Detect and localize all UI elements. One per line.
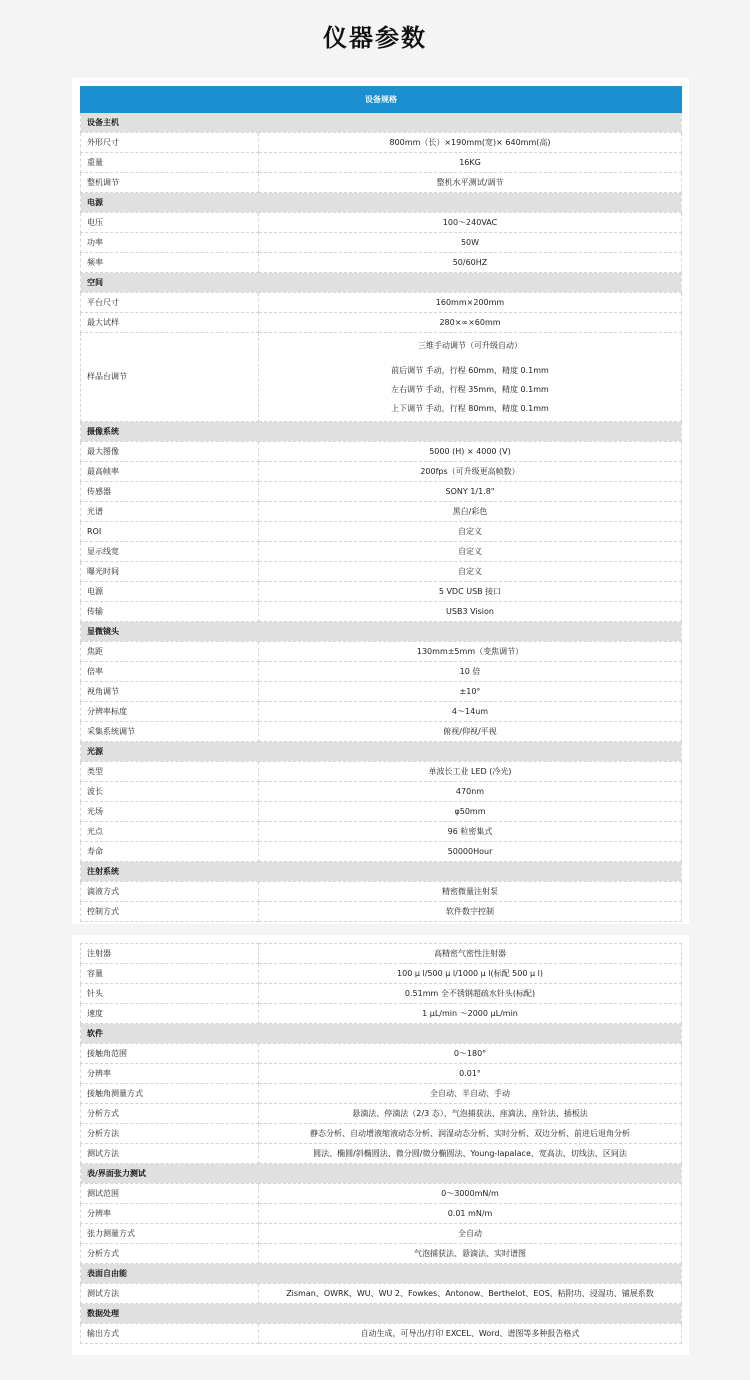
spec-label: 曝光时间 bbox=[81, 562, 259, 582]
table-row bbox=[81, 213, 682, 233]
section-title: 光源 bbox=[81, 742, 682, 762]
section-title: 软件 bbox=[81, 1024, 682, 1044]
spec-value: 圆法、椭圆/斜椭圆法、微分圆/微分椭圆法、Young-lapalace、宽高法、切线法、区间法 bbox=[259, 1144, 682, 1164]
spec-label: 接触角范围 bbox=[81, 1044, 259, 1064]
table-row bbox=[81, 1284, 682, 1304]
spec-value: φ50mm bbox=[259, 802, 682, 822]
spec-value: 100～240VAC bbox=[259, 213, 682, 233]
spec-value: 软件数字控制 bbox=[259, 902, 682, 922]
section-row bbox=[81, 273, 682, 293]
table-row bbox=[81, 1144, 682, 1164]
section-title: 空间 bbox=[81, 273, 682, 293]
spec-value-list bbox=[259, 333, 682, 422]
table-row bbox=[81, 984, 682, 1004]
spec-label: 最大试样 bbox=[81, 313, 259, 333]
spec-label: 分析方式 bbox=[81, 1244, 259, 1264]
spec-label: 重量 bbox=[81, 153, 259, 173]
table-row bbox=[81, 782, 682, 802]
table-row bbox=[81, 253, 682, 273]
table-row bbox=[81, 502, 682, 522]
section-row bbox=[81, 742, 682, 762]
spec-label: 样品台调节 bbox=[81, 333, 259, 422]
table-row bbox=[81, 462, 682, 482]
section-title: 显微镜头 bbox=[81, 622, 682, 642]
spec-value: 16KG bbox=[259, 153, 682, 173]
spec-label: 接触角测量方式 bbox=[81, 1084, 259, 1104]
section-title: 摄像系统 bbox=[81, 422, 682, 442]
section-row bbox=[81, 193, 682, 213]
table-row bbox=[81, 293, 682, 313]
spec-value: 800mm（长）×190mm(宽)× 640mm(高) bbox=[259, 133, 682, 153]
table-row bbox=[81, 1064, 682, 1084]
spec-label: 波长 bbox=[81, 782, 259, 802]
spec-value: 全自动、半自动、手动 bbox=[259, 1084, 682, 1104]
spec-card-1 bbox=[72, 78, 689, 924]
spec-label: 注射器 bbox=[81, 944, 259, 964]
spec-value: 黑白/彩色 bbox=[259, 502, 682, 522]
section-row bbox=[81, 862, 682, 882]
spec-label: 分辨率标度 bbox=[81, 702, 259, 722]
spec-value-line: 左右调节 手动，行程 35mm，精度 0.1mm bbox=[391, 385, 549, 394]
table-row bbox=[81, 542, 682, 562]
spec-value: 280×∞×60mm bbox=[259, 313, 682, 333]
section-title: 数据处理 bbox=[81, 1304, 682, 1324]
spec-label: 测试方法 bbox=[81, 1284, 259, 1304]
spec-value: Zisman、OWRK、WU、WU 2、Fowkes、Antonow、Berthelot、EOS、粘附功、浸湿功、铺展系数 bbox=[259, 1284, 682, 1304]
spec-label: 测试方法 bbox=[81, 1144, 259, 1164]
spec-label: 整机调节 bbox=[81, 173, 259, 193]
spec-value: 10 倍 bbox=[259, 662, 682, 682]
spec-value: 整机水平测试/调节 bbox=[259, 173, 682, 193]
spec-value: 静态分析、自动增液缩液动态分析、润湿动态分析、实时分析、双边分析、前进后退角分析 bbox=[259, 1124, 682, 1144]
spec-value: 0.01 mN/m bbox=[259, 1204, 682, 1224]
spec-value: 全自动 bbox=[259, 1224, 682, 1244]
spec-label: 采集系统调节 bbox=[81, 722, 259, 742]
spec-label: 功率 bbox=[81, 233, 259, 253]
spec-label: 倍率 bbox=[81, 662, 259, 682]
table-row bbox=[81, 762, 682, 782]
spec-label: 传输 bbox=[81, 602, 259, 622]
table-row bbox=[81, 313, 682, 333]
spec-value: 1 μL/min ～2000 μL/min bbox=[259, 1004, 682, 1024]
spec-label: 焦距 bbox=[81, 642, 259, 662]
spec-value: 0.01° bbox=[259, 1064, 682, 1084]
spec-label: 速度 bbox=[81, 1004, 259, 1024]
table-row bbox=[81, 562, 682, 582]
table-row bbox=[81, 944, 682, 964]
spec-label: 张力测量方式 bbox=[81, 1224, 259, 1244]
spec-label: 分辨率 bbox=[81, 1204, 259, 1224]
table-row bbox=[81, 662, 682, 682]
spec-value: 130mm±5mm（变焦调节） bbox=[259, 642, 682, 662]
spec-value: 96 粒密集式 bbox=[259, 822, 682, 842]
section-title: 电源 bbox=[81, 193, 682, 213]
spec-value: 0～3000mN/m bbox=[259, 1184, 682, 1204]
page-title: 仪器参数 bbox=[323, 24, 427, 52]
spec-value: 4～14um bbox=[259, 702, 682, 722]
spec-value-line: 上下调节 手动，行程 80mm，精度 0.1mm bbox=[391, 404, 549, 413]
table-row bbox=[81, 602, 682, 622]
table-row bbox=[81, 482, 682, 502]
spec-value: 100 μ l/500 μ l/1000 μ l(标配 500 μ l) bbox=[259, 964, 682, 984]
spec-label: 光谱 bbox=[81, 502, 259, 522]
table-row bbox=[81, 902, 682, 922]
table-row bbox=[81, 682, 682, 702]
spec-value: ±10° bbox=[259, 682, 682, 702]
spec-value: 50/60HZ bbox=[259, 253, 682, 273]
spec-value: 俯视/仰视/平视 bbox=[259, 722, 682, 742]
table-row bbox=[81, 1044, 682, 1064]
table-row bbox=[81, 1004, 682, 1024]
spec-value: 气泡捕获法、悬滴法、实时谱图 bbox=[259, 1244, 682, 1264]
table-row bbox=[81, 173, 682, 193]
spec-label: 视角调节 bbox=[81, 682, 259, 702]
spec-label: 分析方式 bbox=[81, 1104, 259, 1124]
table-row bbox=[81, 1124, 682, 1144]
table-row bbox=[81, 842, 682, 862]
table-row bbox=[81, 1324, 682, 1344]
section-row bbox=[81, 113, 682, 133]
table-row bbox=[81, 882, 682, 902]
spec-value: 悬滴法、停滴法（2/3 态）、气泡捕获法、座滴法、座针法、插板法 bbox=[259, 1104, 682, 1124]
spec-label: 控制方式 bbox=[81, 902, 259, 922]
spec-value: SONY 1/1.8" bbox=[259, 482, 682, 502]
table-row bbox=[81, 964, 682, 984]
spec-value: 自定义 bbox=[259, 562, 682, 582]
table-header: 设备规格 bbox=[81, 87, 682, 113]
table-row bbox=[81, 582, 682, 602]
table-row bbox=[81, 1224, 682, 1244]
spec-label: 显示线宽 bbox=[81, 542, 259, 562]
section-title: 设备主机 bbox=[81, 113, 682, 133]
table-row bbox=[81, 1184, 682, 1204]
spec-label: 分辨率 bbox=[81, 1064, 259, 1084]
spec-value: 0～180° bbox=[259, 1044, 682, 1064]
spec-card-2 bbox=[72, 935, 689, 1355]
spec-value: 160mm×200mm bbox=[259, 293, 682, 313]
spec-table-2 bbox=[80, 943, 682, 1344]
spec-label: 传感器 bbox=[81, 482, 259, 502]
section-title: 表/界面张力测试 bbox=[81, 1164, 682, 1184]
spec-value: 5 VDC USB 接口 bbox=[259, 582, 682, 602]
spec-label: 滴液方式 bbox=[81, 882, 259, 902]
table-row bbox=[81, 802, 682, 822]
table-row bbox=[81, 442, 682, 462]
section-row bbox=[81, 1024, 682, 1044]
spec-label: 电压 bbox=[81, 213, 259, 233]
section-row bbox=[81, 1164, 682, 1184]
spec-value: 50000Hour bbox=[259, 842, 682, 862]
spec-value: 自动生成，可导出/打印 EXCEL、Word、谱图等多种报告格式 bbox=[259, 1324, 682, 1344]
spec-label: 最大图像 bbox=[81, 442, 259, 462]
spec-label: 电源 bbox=[81, 582, 259, 602]
spec-value: 470nm bbox=[259, 782, 682, 802]
table-row bbox=[81, 1104, 682, 1124]
spec-value: 高精密气密性注射器 bbox=[259, 944, 682, 964]
spec-label: 输出方式 bbox=[81, 1324, 259, 1344]
spec-value: USB3 Vision bbox=[259, 602, 682, 622]
spec-label: ROI bbox=[81, 522, 259, 542]
spec-label: 光场 bbox=[81, 802, 259, 822]
table-row bbox=[81, 233, 682, 253]
table-row bbox=[81, 1084, 682, 1104]
spec-value: 5000 (H) × 4000 (V) bbox=[259, 442, 682, 462]
spec-label: 平台尺寸 bbox=[81, 293, 259, 313]
spec-label: 针头 bbox=[81, 984, 259, 1004]
table-row bbox=[81, 642, 682, 662]
spec-label: 容量 bbox=[81, 964, 259, 984]
table-row bbox=[81, 133, 682, 153]
table-row bbox=[81, 822, 682, 842]
spec-value-line: 三维手动调节（可升级自动） bbox=[418, 341, 522, 350]
spec-value: 0.51mm 全不锈钢超疏水针头(标配) bbox=[259, 984, 682, 1004]
spec-value-line: 前后调节 手动，行程 60mm，精度 0.1mm bbox=[391, 366, 549, 375]
spec-label: 频率 bbox=[81, 253, 259, 273]
spec-value: 单波长工业 LED (冷光) bbox=[259, 762, 682, 782]
spec-value: 自定义 bbox=[259, 542, 682, 562]
spec-value: 精密微量注射泵 bbox=[259, 882, 682, 902]
spec-table-1 bbox=[80, 86, 682, 922]
spec-label: 类型 bbox=[81, 762, 259, 782]
table-header-row bbox=[81, 87, 682, 113]
spec-label: 测试范围 bbox=[81, 1184, 259, 1204]
table-row bbox=[81, 1204, 682, 1224]
spec-label: 最高帧率 bbox=[81, 462, 259, 482]
table-row bbox=[81, 333, 682, 422]
spec-value: 自定义 bbox=[259, 522, 682, 542]
table-row bbox=[81, 722, 682, 742]
spec-value: 50W bbox=[259, 233, 682, 253]
section-title: 注射系统 bbox=[81, 862, 682, 882]
spec-value: 200fps（可升级更高帧数） bbox=[259, 462, 682, 482]
table-row bbox=[81, 702, 682, 722]
table-row bbox=[81, 153, 682, 173]
section-title: 表面自由能 bbox=[81, 1264, 682, 1284]
spec-label: 光点 bbox=[81, 822, 259, 842]
spec-label: 外形尺寸 bbox=[81, 133, 259, 153]
spec-label: 寿命 bbox=[81, 842, 259, 862]
table-row bbox=[81, 522, 682, 542]
section-row bbox=[81, 422, 682, 442]
spec-label: 分析方法 bbox=[81, 1124, 259, 1144]
section-row bbox=[81, 622, 682, 642]
section-row bbox=[81, 1264, 682, 1284]
table-row bbox=[81, 1244, 682, 1264]
section-row bbox=[81, 1304, 682, 1324]
